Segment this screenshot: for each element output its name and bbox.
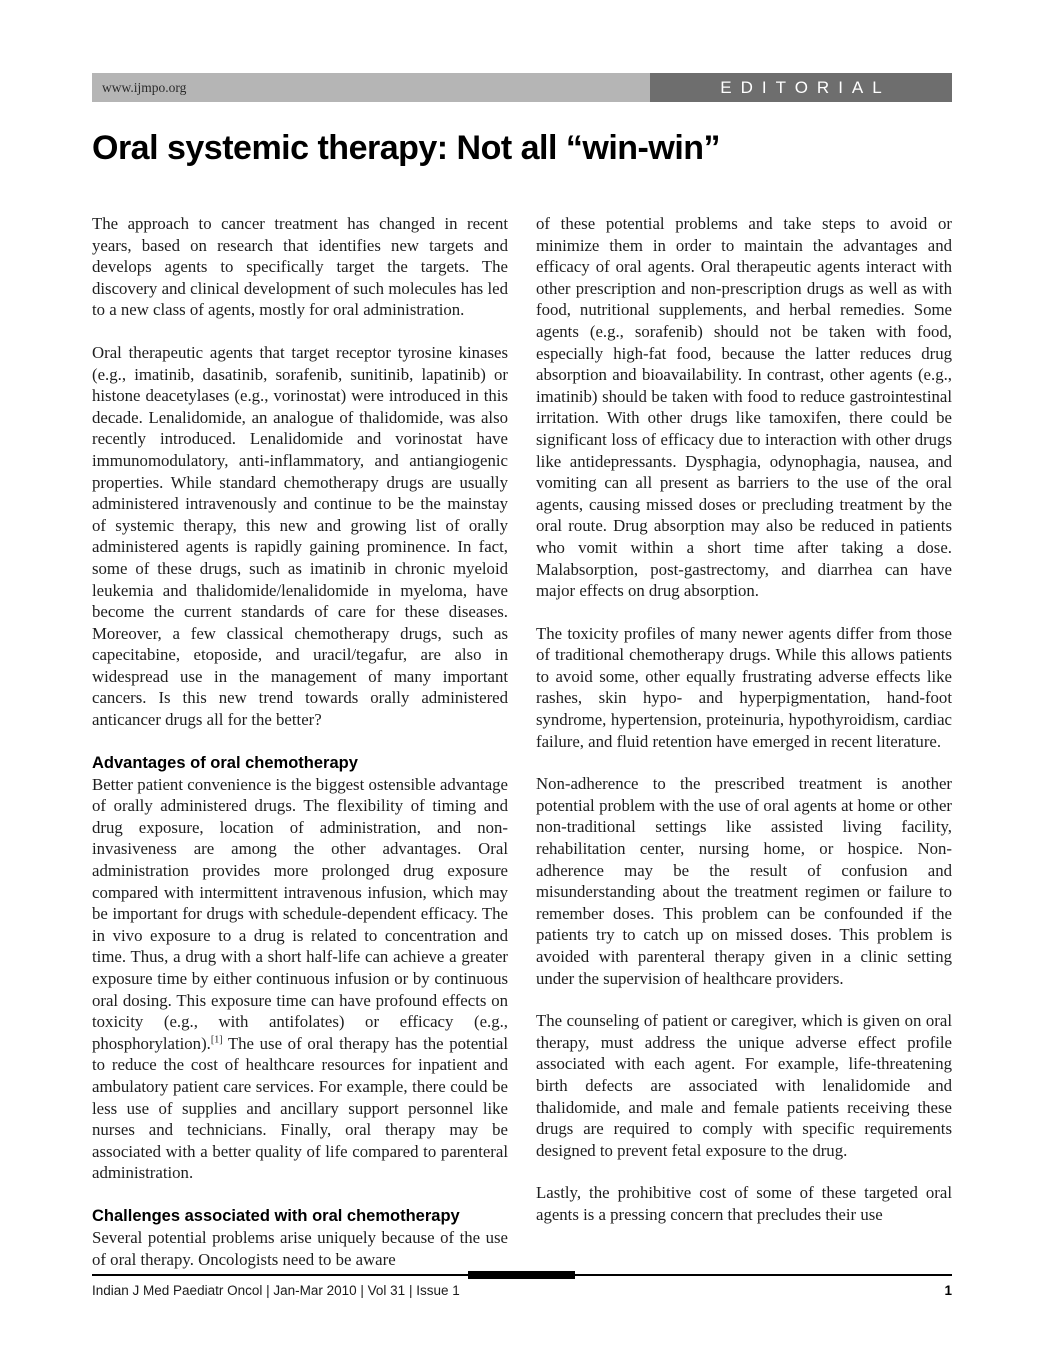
paragraph: The approach to cancer treatment has changed in recent years, based on research that identifies new targets and develops agents to specifically target the targets. The discovery and clinical development of such molecules has led to a new class of agents, mostly for oral administration. [92, 214, 508, 320]
page-number: 1 [944, 1283, 952, 1298]
paragraph: Non-adherence to the prescribed treatment is another potential problem with the use of oral agents at home or other non-traditional settings like assisted living facility, rehabilitation center, nursing home, or hospice. Non-adherence may be the result of confusion and misunderstanding about the treatment regimen or failure to remember doses. This problem can be confounded if the patients try to catch up on missed doses. This problem is avoided with parenteral therapy given in a clinic setting under the supervision of healthcare providers. [536, 774, 952, 988]
paragraph: The toxicity profiles of many newer agents differ from those of traditional chemotherapy drugs. While this allows patients to avoid some, other equally frustrating adverse effects like rashes, skin hypo- and hyperpigmentation, hand-foot syndrome, hypertension, proteinuria, hypothyroidism, cardiac failure, and fluid retention have emerged in recent literature. [536, 623, 952, 751]
footer-citation: Indian J Med Paediatr Oncol | Jan-Mar 2010 | Vol 31 | Issue 1 [92, 1283, 460, 1298]
header-bar [92, 73, 952, 102]
paragraph: The counseling of patient or caregiver, which is given on oral therapy, must address the unique adverse effect profile associated with each agent. For example, life-threatening birth defects are associated with lenalidomide and thalidomide, and male and female patients receiving these drugs are required to comply with specific requirements designed to prevent fetal exposure to the drug. [536, 1011, 952, 1160]
paragraph: of these potential problems and take steps to avoid or minimize them in order to maintain the advantages and efficacy of oral agents. Oral therapeutic agents interact with other prescription and non-prescription drugs as well as with food, nutritional supplements, and herbal remedies. Some agents (e.g., sorafenib) should not be taken with food, especially high-fat food, because the latter reduces drug absorption and bioavailability. In contrast, other agents (e.g., imatinib) should be taken with food to reduce gastrointestinal irritation. With other drugs like tamoxifen, there could be significant loss of efficacy due to interaction with other drugs like antidepressants. Dysphagia, odynophagia, nausea, and vomiting can all present as barriers to the use of the oral agents, causing missed doses or precluding treatment by the oral route. Drug absorption may also be reduced in patients who vomit within a short time after taking a dose. Malabsorption, post-gastrectomy, and diarrhea can have major effects on drug absorption. [536, 214, 952, 601]
paragraph: Oral therapeutic agents that target receptor tyrosine kinases (e.g., imatinib, dasatinib, sorafenib, sunitinib, lapatinib) or histone deacetylases (e.g., vorinostat) were introduced in this decade. Lenalidomide, an analogue of thalidomide, was also recently introduced. Lenalidomide and vorinostat have immunomodulatory, anti-inflammatory, and antiangiogenic properties. While standard chemotherapy drugs are usually administered intravenously and continue to be the mainstay of systemic therapy, this new and growing list of orally administered agents is rapidly gaining prominence. In fact, some of these drugs, such as imatinib in chronic myeloid leukemia and thalidomide/lenalidomide in myeloma, have become the current standards of care for these diseases. Moreover, a few classical chemotherapy drugs, such as capecitabine, etoposide, and uracil/tegafur, are also in widespread use in the management of many important cancers. Is this new trend towards orally administered anticancer drugs all for the better? [92, 342, 508, 730]
journal-url: www.ijmpo.org [102, 80, 187, 95]
editorial-badge: EDITORIAL [650, 73, 952, 102]
paragraph [92, 774, 508, 1184]
article-body [92, 213, 952, 1291]
reference-marker: [1] [210, 1034, 223, 1046]
page-footer [92, 1271, 952, 1298]
footer-rule [92, 1271, 952, 1279]
section-heading-challenges: Challenges associated with oral chemotherapy [92, 1206, 460, 1225]
paragraph: Lastly, the prohibitive cost of some of these targeted oral agents is a pressing concern that precludes their use [536, 1183, 952, 1224]
right-column [536, 213, 952, 1291]
footer-row [92, 1283, 952, 1298]
paragraph-text: Better patient convenience is the biggest ostensible advantage of orally administered drugs. The flexibility of timing and drug exposure, location of administration, and non-invasiveness are among the other advantages. Oral administration provides more prolonged drug exposure compared with intermittent intravenous infusion, which may be important for drugs with schedule-dependent efficacy. The in vivo exposure to a drug is related to concentration and time. Thus, a drug with a short half-life can achieve a greater exposure time by either continuous infusion or by continuous oral dosing. This exposure time can have profound effects on toxicity (e.g., with antifolates) or efficacy (e.g., phosphorylation). [92, 774, 508, 1053]
section-heading-advantages: Advantages of oral chemotherapy [92, 753, 358, 772]
paragraph: Several potential problems arise uniquely because of the use of oral therapy. Oncologists need to be aware [92, 1227, 508, 1269]
left-column [92, 213, 508, 1291]
article-title: Oral systemic therapy: Not all “win-win” [92, 129, 721, 167]
footer-rule-accent [468, 1271, 575, 1279]
paragraph-text: The use of oral therapy has the potential to reduce the cost of healthcare resources for inpatient and ambulatory patient care services. For example, there could be less use of supplies and ancillary support personnel like nurses and technicians. Finally, oral therapy may be associated with a better quality of life compared to parenteral administration. [92, 1033, 508, 1183]
